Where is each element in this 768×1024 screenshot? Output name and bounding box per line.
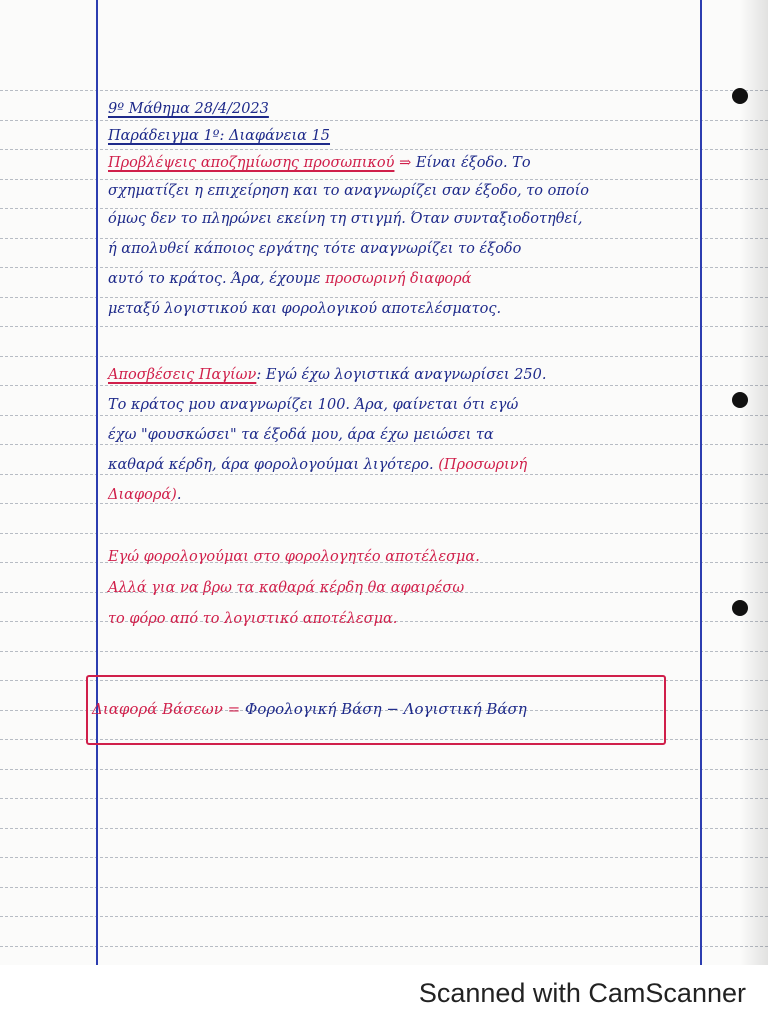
- section3-text: το φόρο από το λογιστικό αποτέλεσμα.: [108, 611, 398, 627]
- page-edge-shadow: [740, 0, 768, 965]
- ruled-line: [0, 651, 768, 652]
- left-margin-line: [96, 0, 98, 965]
- temporary-difference-term: προσωρινή διαφορά: [325, 271, 472, 287]
- section2-text: Το κράτος μου αναγνωρίζει 100. Άρα, φαίνεται ότι εγώ: [108, 397, 519, 413]
- ruled-line: [0, 149, 768, 150]
- section1-text: όμως δεν το πληρώνει εκείνη τη στιγμή. Όταν συνταξιοδοτηθεί,: [108, 211, 583, 227]
- section1-text: αυτό το κράτος. Άρα, έχουμε: [108, 271, 321, 287]
- lesson-date-heading: 9º Μάθημα 28/4/2023: [108, 101, 269, 117]
- ruled-line: [0, 828, 768, 829]
- camscanner-watermark: Scanned with CamScanner: [418, 978, 746, 1008]
- section2-text: έχω "φουσκώσει" τα έξοδά μου, άρα έχω μειώσει τα: [108, 427, 494, 443]
- section3-text: Αλλά για να βρω τα καθαρά κέρδη θα αφαιρέσω: [108, 580, 465, 596]
- section3-text: Εγώ φορολογούμαι στο φορολογητέο αποτέλεσμα.: [108, 549, 480, 565]
- ruled-line: [0, 946, 768, 947]
- section1-line-5: [108, 268, 698, 290]
- section2-title: Αποσβέσεις Παγίων: [108, 367, 257, 383]
- section2-first-line: [108, 364, 698, 386]
- ruled-line: [0, 769, 768, 770]
- formula-lhs: Διαφορά Βάσεων: [92, 700, 223, 718]
- formula-equals: =: [227, 700, 241, 718]
- section1-text: Είναι έξοδο. Το: [415, 155, 531, 171]
- section2-text: καθαρά κέρδη, άρα φορολογούμαι λιγότερο.: [108, 457, 434, 473]
- temporary-difference-note: (Προσωρινή: [438, 457, 528, 473]
- ruled-line: [0, 798, 768, 799]
- ruled-line: [0, 326, 768, 327]
- section1-text: ή απολυθεί κάποιος εργάτης τότε αναγνωρίζει το έξοδο: [108, 241, 522, 257]
- ruled-line: [0, 90, 768, 91]
- section2-period: .: [176, 487, 182, 503]
- temporary-difference-note: Διαφορά): [108, 487, 177, 503]
- section2-text: : Εγώ έχω λογιστικά αναγνωρίσει 250.: [256, 367, 547, 383]
- ruled-line: [0, 857, 768, 858]
- ruled-line: [0, 887, 768, 888]
- section1-title: Προβλέψεις αποζημίωσης προσωπικού: [108, 155, 395, 171]
- section1-text: σχηματίζει η επιχείρηση και το αναγνωρίζει σαν έξοδο, το οποίο: [108, 183, 590, 199]
- example-heading: Παράδειγμα 1º: Διαφάνεια 15: [108, 128, 331, 144]
- section1-first-line: [108, 152, 698, 174]
- ruled-line: [0, 120, 768, 121]
- section1-text: μεταξύ λογιστικού και φορολογικού αποτελέσματος.: [108, 301, 502, 317]
- section2-line-4: [108, 454, 698, 476]
- ruled-line: [0, 916, 768, 917]
- arrow-icon: ⇒: [399, 155, 412, 171]
- right-margin-line: [700, 0, 702, 965]
- formula-line: [92, 698, 652, 720]
- ruled-line: [0, 533, 768, 534]
- formula-rhs: Φορολογική Βάση − Λογιστική Βάση: [245, 700, 527, 718]
- ruled-line: [0, 356, 768, 357]
- section2-line-5: [108, 484, 698, 506]
